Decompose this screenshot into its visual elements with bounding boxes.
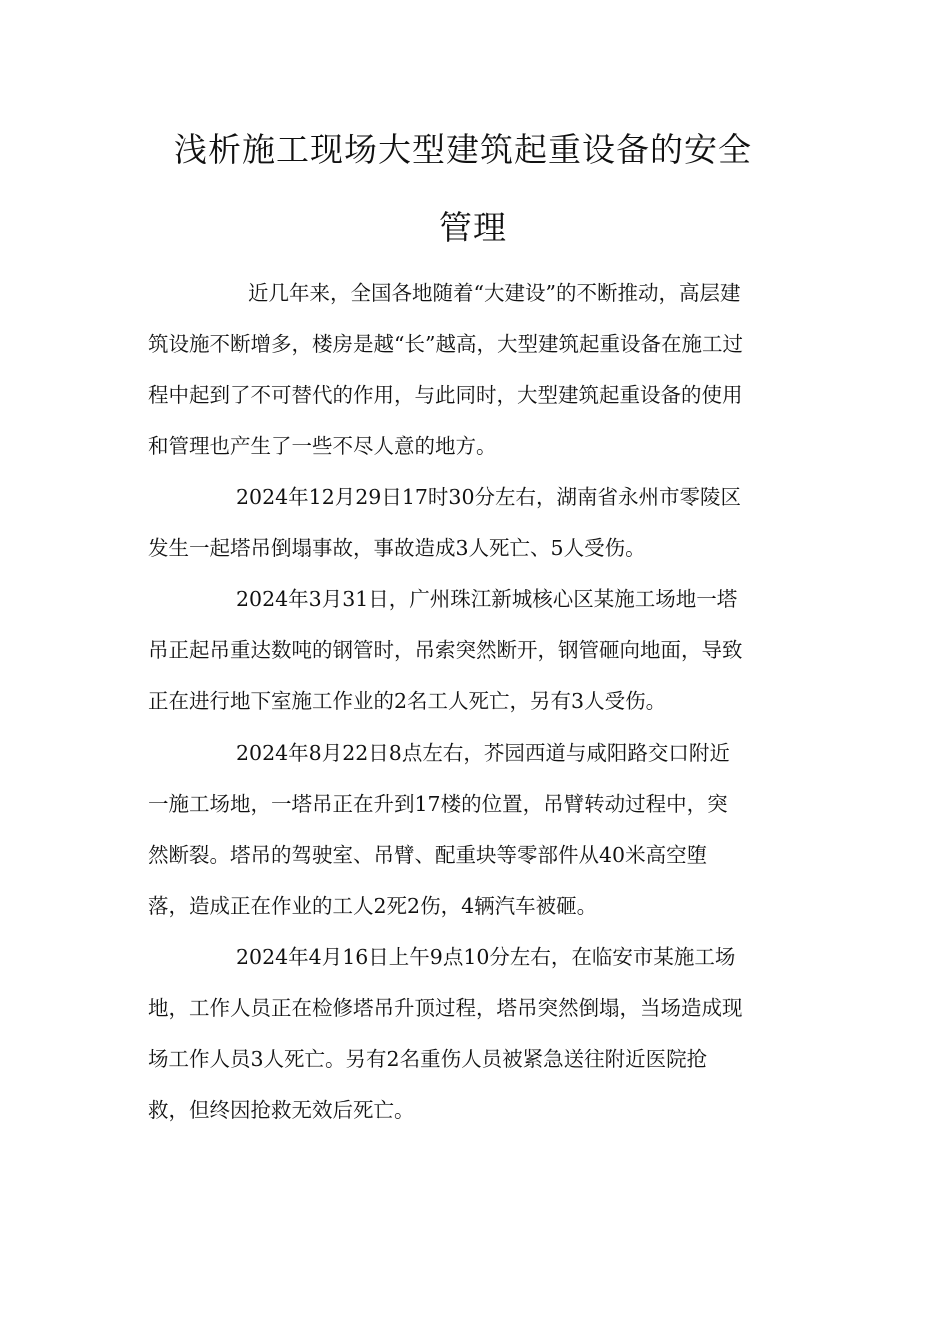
paragraph-incident-guangzhou	[148, 574, 798, 727]
paragraph-line: 近几年来，全国各地随着“大建设”的不断推动，高层建	[248, 281, 741, 305]
paragraph-line: 2024年8月22日8点左右，芥园西道与咸阳路交口附近	[236, 741, 730, 765]
paragraph-incident-jieyuan	[148, 728, 798, 932]
document-title-line-1: 浅析施工现场大型建筑起重设备的安全	[174, 130, 752, 169]
paragraph-intro	[148, 268, 798, 472]
paragraph-line: 筑设施不断增多，楼房是越“长”越高，大型建筑起重设备在施工过	[148, 332, 743, 356]
paragraph-line: 一施工场地，一塔吊正在升到17楼的位置，吊臂转动过程中，突	[148, 792, 728, 816]
paragraph-line: 2024年3月31日，广州珠江新城核心区某施工场地一塔	[236, 587, 738, 611]
paragraph-incident-yongzhou	[148, 472, 798, 574]
paragraph-line: 地，工作人员正在检修塔吊升顶过程，塔吊突然倒塌，当场造成现	[148, 996, 743, 1020]
paragraph-line: 落，造成正在作业的工人2死2伤，4辆汽车被砸。	[148, 894, 598, 918]
paragraph-line: 2024年12月29日17时30分左右，湖南省永州市零陵区	[236, 485, 742, 509]
paragraph-line: 正在进行地下室施工作业的2名工人死亡，另有3人受伤。	[148, 689, 667, 713]
paragraph-line: 发生一起塔吊倒塌事故，事故造成3人死亡、5人受伤。	[148, 536, 646, 560]
paragraph-line: 救，但终因抢救无效后死亡。	[148, 1098, 415, 1122]
paragraph-line: 程中起到了不可替代的作用，与此同时，大型建筑起重设备的使用	[148, 383, 743, 407]
paragraph-line: 和管理也产生了一些不尽人意的地方。	[148, 434, 497, 458]
paragraph-incident-linan	[148, 932, 798, 1136]
document-title-line-2: 管理	[439, 208, 507, 247]
paragraph-line: 吊正起吊重达数吨的钢管时，吊索突然断开，钢管砸向地面，导致	[148, 638, 743, 662]
paragraph-line: 场工作人员3人死亡。另有2名重伤人员被紧急送往附近医院抢	[148, 1047, 708, 1071]
paragraph-line: 然断裂。塔吊的驾驶室、吊臂、配重块等零部件从40米高空堕	[148, 843, 708, 867]
paragraph-line: 2024年4月16日上午9点10分左右，在临安市某施工场	[236, 945, 736, 969]
